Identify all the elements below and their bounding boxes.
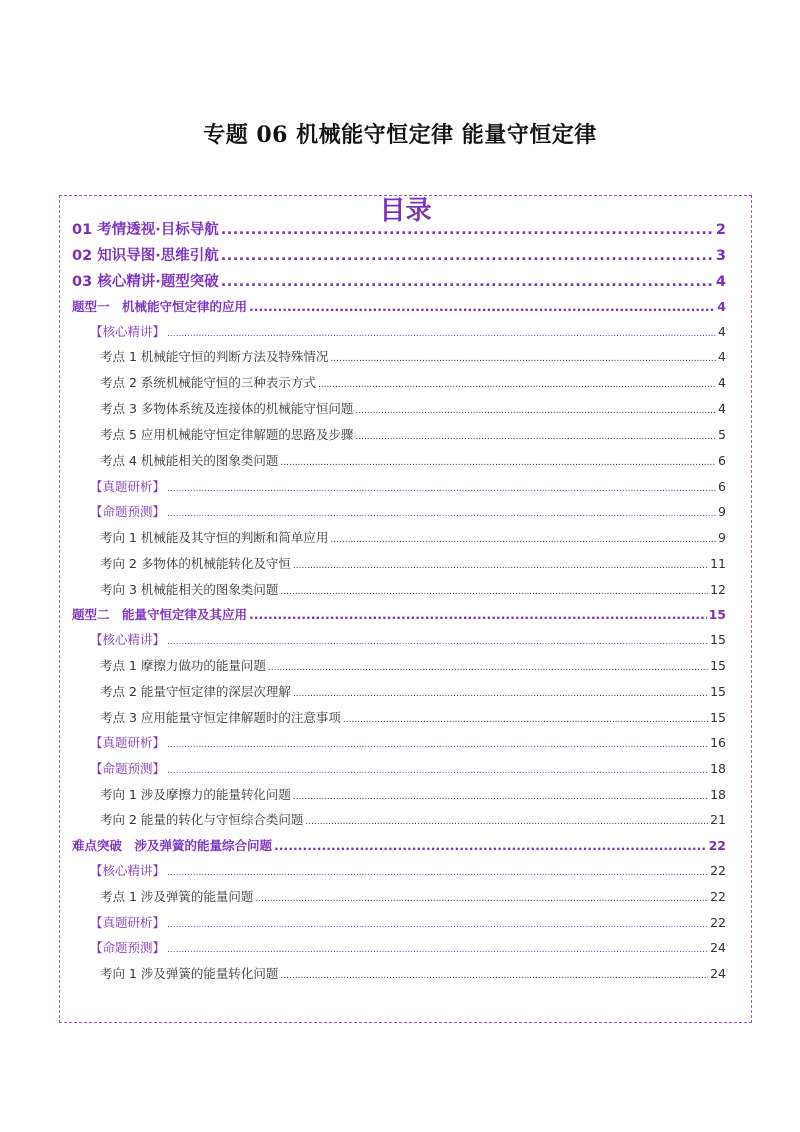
toc-leader-dots [167,945,708,955]
toc-entry[interactable] [90,477,726,495]
toc-leader-dots [167,920,708,930]
toc-entry-page: 5 [718,427,726,442]
toc-entry-label: 题型二 能量守恒定律及其应用 [72,607,248,622]
toc-entry-page: 22 [708,838,726,853]
toc-leader-dots [268,663,708,673]
toc-entry-label: 03 核心精讲·题型突破 [72,274,219,290]
toc-entry-page: 11 [710,556,726,571]
toc-leader-dots [221,248,714,264]
toc-entry-label: 考点 2 系统机械能守恒的三种表示方式 [100,375,316,390]
toc-entry-label: 考点 3 应用能量守恒定律解题时的注意事项 [100,710,341,725]
toc-entry-label: 【核心精讲】 [90,863,166,878]
toc-entry-label: 考点 3 多物体系统及连接体的机械能守恒问题 [100,401,354,416]
toc-entry-label: 考点 1 涉及弹簧的能量问题 [100,889,254,904]
toc-entry-label: 考向 2 多物体的机械能转化及守恒 [100,556,291,571]
toc-leader-dots [330,354,716,364]
toc-entry-page: 9 [718,530,726,545]
toc-entry-label: 【真题研析】 [90,915,166,930]
toc-leader-dots [274,838,707,853]
toc-leader-dots [249,299,715,314]
toc-entry-page: 15 [710,658,726,673]
toc-leader-dots [167,509,716,519]
toc-entry-label: 考向 3 机械能相关的图象类问题 [100,582,279,597]
toc-leader-dots [249,607,707,622]
toc-entry-label: 【核心精讲】 [90,632,166,647]
toc-leader-dots [167,740,708,750]
toc-entry-label: 考向 2 能量的转化与守恒综合类问题 [100,812,304,827]
toc-entry[interactable] [100,580,726,598]
toc-entry-page: 3 [715,248,726,264]
toc-entry-label: 难点突破 涉及弹簧的能量综合问题 [72,838,273,853]
toc-leader-dots [330,535,716,545]
toc-entry[interactable] [90,502,726,520]
toc-entry[interactable] [72,218,726,239]
toc-entry-page: 22 [710,863,726,878]
toc-entry[interactable] [100,785,726,803]
toc-entry-label: 考点 2 能量守恒定律的深层次理解 [100,684,291,699]
toc-entry[interactable] [100,708,726,726]
toc-entry-page: 4 [718,401,726,416]
toc-leader-dots [355,406,716,416]
toc-leader-dots [280,971,708,981]
toc-entry-label: 考点 5 应用机械能守恒定律解题的思路及步骤 [100,427,354,442]
toc-entry-page: 22 [710,889,726,904]
toc-entry[interactable] [90,861,726,879]
toc-entry-page: 24 [710,940,726,955]
toc-entry[interactable] [100,554,726,572]
toc-entry[interactable] [100,347,726,365]
toc-heading: 目录 [379,196,432,226]
toc-entry[interactable] [100,373,726,391]
toc-entry-label: 【真题研析】 [90,735,166,750]
toc-entry[interactable] [72,836,726,854]
toc-entry-page: 4 [718,349,726,364]
toc-entry[interactable] [72,244,726,265]
toc-entry-label: 考向 1 涉及弹簧的能量转化问题 [100,966,279,981]
toc-entry-page: 4 [718,375,726,390]
toc-entry[interactable] [100,451,726,469]
toc-entry[interactable] [72,605,726,623]
toc-entry-page: 15 [708,607,726,622]
toc-entry[interactable] [100,887,726,905]
toc-entry-label: 【命题预测】 [90,761,166,776]
toc-entry-page: 15 [710,710,726,725]
toc-entry-page: 12 [710,582,726,597]
toc-leader-dots [293,689,708,699]
toc-leader-dots [280,458,716,468]
toc-entry-label: 02 知识导图·思维引航 [72,248,219,264]
toc-leader-dots [221,274,714,290]
toc-entry-label: 题型一 机械能守恒定律的应用 [72,299,248,314]
toc-leader-dots [280,587,708,597]
toc-entry[interactable] [90,630,726,648]
toc-leader-dots [305,817,708,827]
toc-leader-dots [167,868,708,878]
toc-leader-dots [167,484,716,494]
toc-entry[interactable] [90,322,726,340]
toc-entry-page: 24 [710,966,726,981]
table-of-contents [59,195,752,1023]
toc-entry-page: 4 [718,324,726,339]
toc-entry[interactable] [90,913,726,931]
toc-entry[interactable] [100,810,726,828]
toc-entry-page: 15 [710,632,726,647]
toc-entry[interactable] [100,656,726,674]
toc-entry[interactable] [72,297,726,315]
toc-leader-dots [293,561,708,571]
toc-entry[interactable] [72,270,726,291]
toc-leader-dots [167,766,708,776]
document-title: 专题 06 机械能守恒定律 能量守恒定律 [203,122,597,148]
toc-entry-label: 考点 1 摩擦力做功的能量问题 [100,658,266,673]
toc-leader-dots [167,637,708,647]
toc-entry-page: 2 [715,222,726,238]
toc-leader-dots [293,792,708,802]
toc-entry-label: 考向 1 机械能及其守恒的判断和简单应用 [100,530,329,545]
toc-entry-page: 22 [710,915,726,930]
toc-entry-label: 【命题预测】 [90,504,166,519]
toc-entry-page: 4 [715,274,726,290]
toc-entry-label: 【真题研析】 [90,479,166,494]
toc-leader-dots [318,380,716,390]
toc-leader-dots [221,222,714,238]
toc-entry[interactable] [100,528,726,546]
toc-entry[interactable] [100,964,726,982]
toc-entry-label: 考向 1 涉及摩擦力的能量转化问题 [100,787,291,802]
toc-leader-dots [355,432,716,442]
toc-entry-page: 15 [710,684,726,699]
toc-entry[interactable] [90,938,726,956]
toc-entry-page: 18 [710,787,726,802]
toc-leader-dots [255,894,708,904]
toc-entry-page: 6 [718,479,726,494]
toc-entry-page: 6 [718,453,726,468]
toc-entry-page: 16 [710,735,726,750]
toc-entry-label: 01 考情透视·目标导航 [72,222,219,238]
toc-leader-dots [167,329,716,339]
toc-entry-page: 21 [710,812,726,827]
toc-entry-page: 18 [710,761,726,776]
toc-entry[interactable] [90,759,726,777]
toc-leader-dots [343,715,708,725]
toc-entry[interactable] [100,425,726,443]
toc-entry-label: 【核心精讲】 [90,324,166,339]
toc-entry[interactable] [100,682,726,700]
toc-entry-label: 【命题预测】 [90,940,166,955]
toc-entry-page: 9 [718,504,726,519]
toc-entry-label: 考点 4 机械能相关的图象类问题 [100,453,279,468]
toc-entry[interactable] [100,399,726,417]
toc-entry-page: 4 [717,299,726,314]
toc-entry[interactable] [90,733,726,751]
toc-entry-label: 考点 1 机械能守恒的判断方法及特殊情况 [100,349,329,364]
